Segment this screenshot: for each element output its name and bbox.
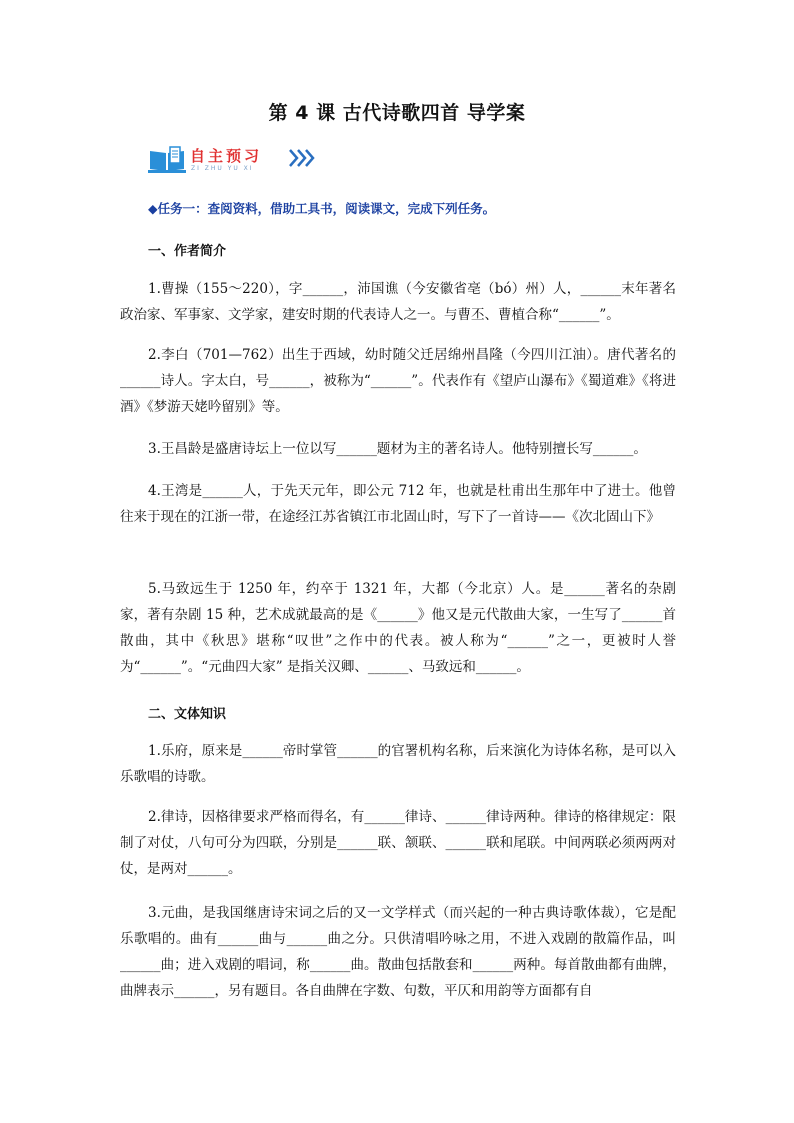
genre-item-1: 1.乐府，原来是______帝时掌管______的官署机构名称，后来演化为诗体名称，是可以入乐歌唱的诗歌。 [120,743,676,785]
author-item-3: 3.王昌龄是盛唐诗坛上一位以写______题材为主的著名诗人。他特别擅长写______。 [148,441,647,457]
task-heading: ◆任务一：查阅资料，借助工具书，阅读课文，完成下列任务。 [148,201,496,216]
open-book-icon [148,145,186,173]
page-title: 第 4 课 古代诗歌四首 导学案 [268,102,526,124]
genre-item-2: 2.律诗，因格律要求严格而得名，有______律诗、______律诗两种。律诗的格律规定：限制了对仗，八句可分为四联，分别是______联、颔联、______联和尾联。中间两联必须两两对仗，是两对______。 [120,809,676,877]
chevron-right-icon [288,148,318,168]
self-study-banner [148,143,328,177]
banner-pinyin: ZI ZHU YU XI [191,165,254,172]
author-item-2: 2.李白（701—762）出生于西域，幼时随父迁居绵州昌隆（今四川江油）。唐代著名的______诗人。字太白，号______，被称为“______”。代表作有《望庐山瀑布》《蜀道难》《将进酒》《梦游天姥吟留别》等。 [120,347,676,415]
section-heading-genre: 二、文体知识 [148,707,227,722]
banner-label: 自主预习 [190,147,263,165]
author-item-4: 4.王湾是______人，于先天元年，即公元 712 年，也就是杜甫出生那年中了进士。他曾往来于现在的江浙一带，在途经江苏省镇江市北固山时，写下了一首诗——《次北固山下》 [120,483,676,525]
genre-item-3: 3.元曲，是我国继唐诗宋词之后的又一文学样式（而兴起的一种古典诗歌体裁），它是配乐歌唱的。曲有______曲与______曲之分。只供清唱吟咏之用，不进入戏剧的散篇作品，叫______曲；进入戏剧的唱词，称______曲。散曲包括散套和______两种。每首散曲都有曲牌，曲牌表示______，另有题目。各自曲牌在字数、句数，平仄和用韵等方面都有自 [120,905,676,999]
section-heading-author: 一、作者简介 [148,244,227,259]
author-item-1: 1.曹操（155～220），字______，沛国谯（今安徽省亳（bó）州）人，______末年著名政治家、军事家、文学家，建安时期的代表诗人之一。与曹丕、曹植合称“______”。 [120,281,676,323]
author-item-5: 5.马致远生于 1250 年，约卒于 1321 年，大都（今北京）人。是______著名的杂剧家，著有杂剧 15 种，艺术成就最高的是《______》他又是元代散曲大家，一生写了______首散曲，其中《秋思》堪称“叹世”之作中的代表。被人称为“______”之一，更被时人誉为“______”。“元曲四大家” 是指关汉卿、______、马致远和______。 [120,581,676,675]
